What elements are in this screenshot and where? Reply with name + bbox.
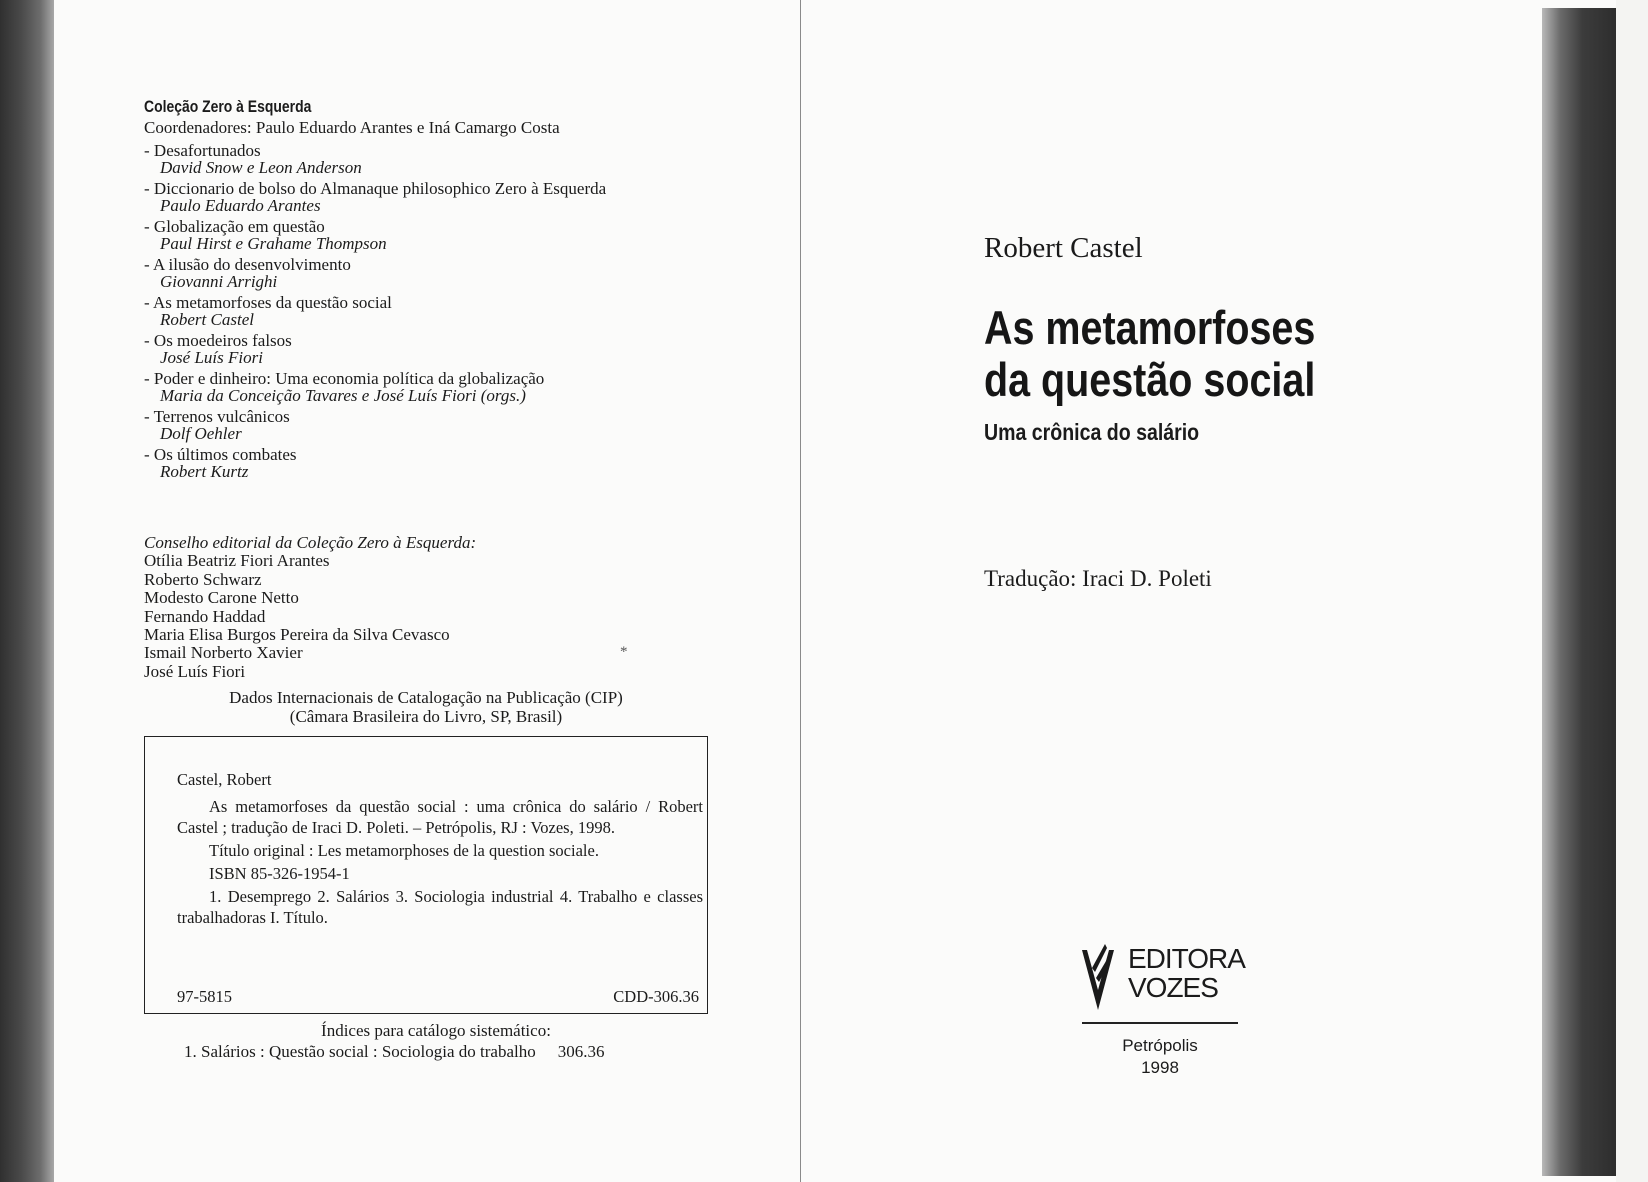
book-entry (144, 256, 764, 290)
cip-original-title: Título original : Les metamorphoses de la question sociale. (209, 841, 599, 860)
series-title: Coleção Zero à Esquerda (144, 97, 312, 116)
cip-index (144, 1020, 708, 1062)
book-author: Paulo Eduardo Arantes (160, 196, 321, 215)
book-author: Robert Castel (160, 310, 254, 329)
series-list (144, 96, 764, 484)
cip-heading-line: Dados Internacionais de Catalogação na Publicação (CIP) (229, 688, 623, 707)
council-member: Fernando Haddad (144, 606, 266, 626)
book-author: Robert Kurtz (160, 462, 249, 481)
book-author-name: Robert Castel (984, 232, 1143, 264)
council-title: Conselho editorial da Coleção Zero à Esquerda: (144, 533, 477, 552)
book-entry (144, 332, 764, 366)
scan-margin-right (1616, 0, 1648, 1182)
cip-index-number: 306.36 (557, 1042, 605, 1061)
scan-edge-right (1542, 8, 1616, 1176)
book-entry (144, 370, 764, 404)
publication-city: Petrópolis (1122, 1036, 1198, 1055)
council-member: Otília Beatriz Fiori Arantes (144, 551, 330, 571)
cip-record-body (177, 769, 703, 930)
council-member: Roberto Schwarz (144, 569, 262, 589)
book-entry (144, 142, 764, 176)
book-title: - A ilusão do desenvolvimento (144, 255, 351, 274)
publisher-divider (1082, 1022, 1238, 1024)
council-member: Maria Elisa Burgos Pereira da Silva Cevasco (144, 625, 450, 645)
book-title (984, 302, 1421, 406)
book-entry (144, 294, 764, 328)
book-title-line: da questão social (984, 353, 1316, 406)
cip-cdd: CDD-306.36 (613, 987, 699, 1006)
council-member: Modesto Carone Netto (144, 588, 299, 608)
book-author: David Snow e Leon Anderson (160, 158, 362, 177)
book-entry (144, 446, 764, 480)
book-author: Maria da Conceição Tavares e José Luís Fiori (orgs.) (160, 386, 526, 405)
council-member: Ismail Norberto Xavier (144, 643, 303, 663)
book-title: - Diccionario de bolso do Almanaque philosophico Zero à Esquerda (144, 179, 607, 198)
book-title: - Os moedeiros falsos (144, 331, 292, 350)
book-title: - Globalização em questão (144, 217, 325, 236)
book-author: Giovanni Arrighi (160, 272, 278, 291)
book-title: - As metamorfoses da questão social (144, 293, 392, 312)
cip-index-heading: Índices para catálogo sistemático: (321, 1021, 551, 1040)
book-title: - Desafortunados (144, 141, 261, 160)
publisher-line: EDITORA (1128, 943, 1245, 974)
book-author: José Luís Fiori (160, 348, 263, 367)
publication-year: 1998 (1141, 1058, 1179, 1077)
scan-edge-left (0, 0, 54, 1182)
book-title: - Terrenos vulcânicos (144, 407, 290, 426)
vozes-emblem-icon (1076, 938, 1120, 1016)
book-title: - Poder e dinheiro: Uma economia política da globalização (144, 369, 545, 388)
cip-description: As metamorfoses da questão social : uma crônica do salário / Robert Castel ; tradução de Iraci D. Poleti. – Petrópolis, RJ : Vozes, 1998. (177, 797, 703, 837)
publisher-logo (1076, 938, 1244, 1016)
cip-index-entry (144, 1041, 708, 1062)
book-entry (144, 180, 764, 214)
cip-heading (144, 688, 708, 726)
book-gutter (800, 0, 801, 1182)
book-author: Paul Hirst e Grahame Thompson (160, 234, 387, 253)
book-title-line: As metamorfoses (984, 301, 1316, 354)
series-coordinators: Coordenadores: Paulo Eduardo Arantes e Iná Camargo Costa (144, 118, 560, 137)
cip-control-number: 97-5815 (177, 987, 232, 1006)
cip-author-entry: Castel, Robert (177, 770, 272, 789)
cip-heading-line: (Câmara Brasileira do Livro, SP, Brasil) (289, 707, 563, 726)
cip-index-text: 1. Salários : Questão social : Sociologia do trabalho (184, 1042, 536, 1061)
book-entry (144, 218, 764, 252)
publisher-name (1128, 944, 1245, 1002)
cip-subjects: 1. Desemprego 2. Salários 3. Sociologia industrial 4. Trabalho e classes trabalhadoras I. Título. (177, 887, 703, 927)
book-entry (144, 408, 764, 442)
book-title: - Os últimos combates (144, 445, 297, 464)
book-author: Dolf Oehler (160, 424, 242, 443)
council-member: José Luís Fiori (144, 661, 246, 681)
publisher-line: VOZES (1128, 972, 1218, 1003)
book-subtitle: Uma crônica do salário (984, 419, 1200, 445)
translation-credit: Tradução: Iraci D. Poleti (984, 566, 1212, 591)
asterisk-mark: * (620, 644, 628, 660)
cip-record-box (144, 736, 708, 1014)
cip-isbn: ISBN 85-326-1954-1 (209, 864, 350, 883)
